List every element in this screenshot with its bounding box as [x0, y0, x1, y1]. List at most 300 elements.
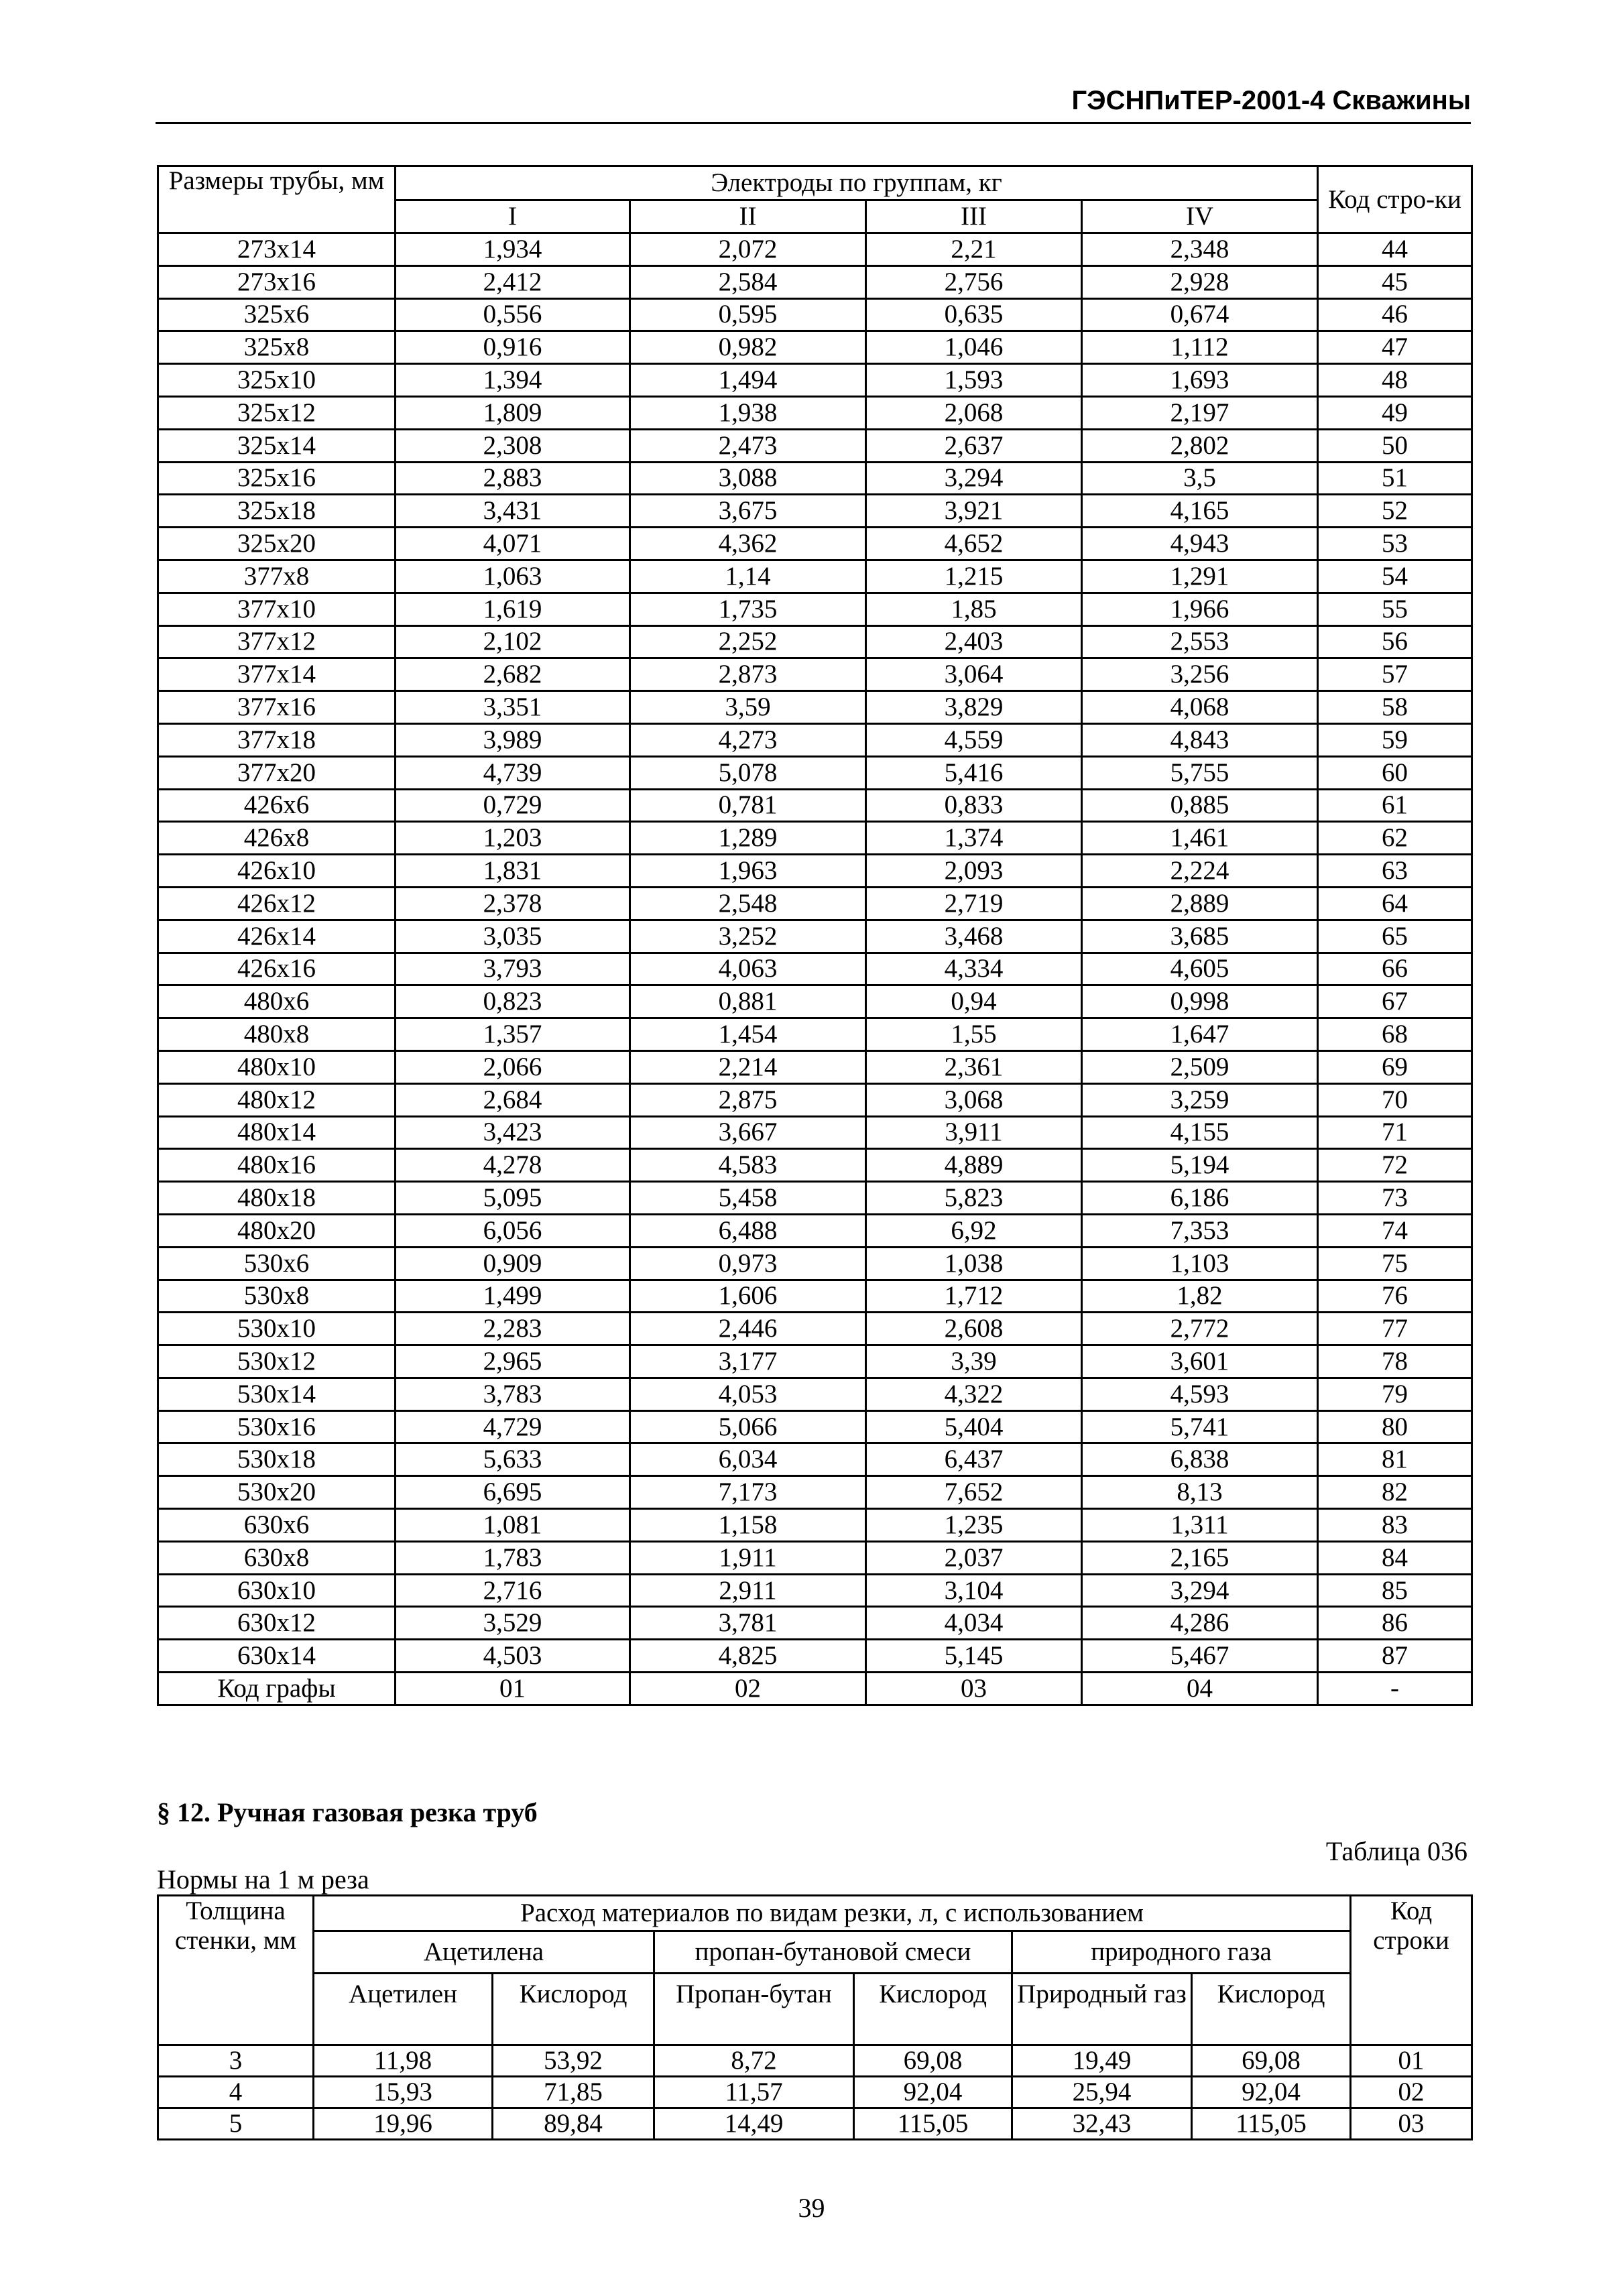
table-cell: 5,741	[1082, 1410, 1318, 1443]
table-cell: 2,361	[866, 1050, 1082, 1083]
table-cell: 1,14	[630, 560, 866, 593]
table-cell: 3,035	[396, 920, 630, 953]
table-cell: 630x12	[158, 1607, 396, 1640]
table-cell: 1,112	[1082, 331, 1318, 364]
table-cell: 2,068	[866, 396, 1082, 429]
table-cell: 530x12	[158, 1345, 396, 1378]
table-cell: 1,038	[866, 1247, 1082, 1280]
table-cell: 2,911	[630, 1574, 866, 1607]
table-cell: 377x16	[158, 691, 396, 724]
table-row	[158, 789, 1472, 822]
table-cell: 3,431	[396, 495, 630, 528]
table-cell: 5,416	[866, 756, 1082, 789]
table-cell: 66	[1318, 953, 1472, 985]
table-cell: 4,583	[630, 1149, 866, 1182]
table-cell: 426x8	[158, 822, 396, 855]
table-cell: 52	[1318, 495, 1472, 528]
table-cell: 325x6	[158, 298, 396, 331]
subcol-header: Ацетилен	[314, 1974, 493, 2045]
table-cell: 3,252	[630, 920, 866, 953]
table-cell: 2,348	[1082, 233, 1318, 266]
table-cell: 0,94	[866, 985, 1082, 1018]
table-cell: 2,772	[1082, 1313, 1318, 1345]
table-row	[158, 1083, 1472, 1116]
table-cell: 4,278	[396, 1149, 630, 1182]
table-cell: 1,593	[866, 364, 1082, 397]
table-cell: 3,667	[630, 1116, 866, 1149]
table-cell: 72	[1318, 1149, 1472, 1182]
table-row	[158, 2077, 1472, 2108]
table-cell: 3,921	[866, 495, 1082, 528]
table-cell: 530x20	[158, 1476, 396, 1509]
table-cell: 2,473	[630, 429, 866, 462]
table-cell: 3,829	[866, 691, 1082, 724]
table-cell: 71,85	[493, 2077, 654, 2108]
table-cell: 11,57	[654, 2077, 854, 2108]
table-cell: 8,72	[654, 2045, 854, 2077]
table-cell: 15,93	[314, 2077, 493, 2108]
table-row	[158, 2108, 1472, 2140]
table-cell: 1,934	[396, 233, 630, 266]
table-row	[158, 1050, 1472, 1083]
table-row	[158, 528, 1472, 560]
table-cell: 1,103	[1082, 1247, 1318, 1280]
table-cell: 6,488	[630, 1214, 866, 1247]
table-row	[158, 265, 1472, 298]
table-row	[158, 1410, 1472, 1443]
table-cell: 1,619	[396, 593, 630, 625]
table-cell: 69	[1318, 1050, 1472, 1083]
table-cell: 480x20	[158, 1214, 396, 1247]
table-cell: 6,838	[1082, 1443, 1318, 1476]
table-cell: 0,674	[1082, 298, 1318, 331]
table-cell: 2,637	[866, 429, 1082, 462]
table-row	[158, 658, 1472, 691]
table-row	[158, 429, 1472, 462]
table-cell: 5,755	[1082, 756, 1318, 789]
table-cell: 4,322	[866, 1378, 1082, 1410]
table-cell: 530x6	[158, 1247, 396, 1280]
table-cell: 3,088	[630, 462, 866, 495]
table-cell: 7,353	[1082, 1214, 1318, 1247]
table-cell: 6,437	[866, 1443, 1082, 1476]
table-cell: 4,071	[396, 528, 630, 560]
table-cell: 1,158	[630, 1509, 866, 1542]
table-cell: 1,046	[866, 331, 1082, 364]
table-cell: 2,802	[1082, 429, 1318, 462]
table-cell: 03	[1351, 2108, 1472, 2140]
table-cell: 1,203	[396, 822, 630, 855]
table-cell: 2,102	[396, 625, 630, 658]
table-cell: 2,072	[630, 233, 866, 266]
table-cell: 1,693	[1082, 364, 1318, 397]
table-cell: 3,177	[630, 1345, 866, 1378]
table-row	[158, 822, 1472, 855]
table-cell: 25,94	[1012, 2077, 1192, 2108]
running-header	[156, 82, 1471, 124]
table-cell: 1,461	[1082, 822, 1318, 855]
table-cell: 49	[1318, 396, 1472, 429]
table-cell: 69,08	[1192, 2045, 1351, 2077]
table-cell: 2,509	[1082, 1050, 1318, 1083]
table-cell: 62	[1318, 822, 1472, 855]
footer-cell: Код графы	[158, 1673, 396, 1705]
table-cell: 4,652	[866, 528, 1082, 560]
table-cell: 1,494	[630, 364, 866, 397]
gas-cutting-table	[157, 1894, 1473, 2140]
table-cell: 2,197	[1082, 396, 1318, 429]
table-cell: 2,608	[866, 1313, 1082, 1345]
table-row	[158, 1313, 1472, 1345]
table-cell: 480x6	[158, 985, 396, 1018]
table-cell: 3,256	[1082, 658, 1318, 691]
table-cell: 5,404	[866, 1410, 1082, 1443]
table-cell: 3,783	[396, 1378, 630, 1410]
table-cell: 8,13	[1082, 1476, 1318, 1509]
table-cell: 6,92	[866, 1214, 1082, 1247]
table-cell: 530x10	[158, 1313, 396, 1345]
table-cell: 3	[158, 2045, 314, 2077]
table-cell: 1,289	[630, 822, 866, 855]
table-cell: 480x10	[158, 1050, 396, 1083]
table-cell: 54	[1318, 560, 1472, 593]
table-cell: 64	[1318, 887, 1472, 920]
table-row	[158, 396, 1472, 429]
table-cell: 4,053	[630, 1378, 866, 1410]
table-cell: 47	[1318, 331, 1472, 364]
table-cell: 325x10	[158, 364, 396, 397]
table-cell: 3,5	[1082, 462, 1318, 495]
table-row	[158, 462, 1472, 495]
table-cell: 325x18	[158, 495, 396, 528]
table-cell: 5,633	[396, 1443, 630, 1476]
table-cell: 1,063	[396, 560, 630, 593]
table-cell: 0,781	[630, 789, 866, 822]
table-cell: 76	[1318, 1280, 1472, 1313]
table-cell: 1,215	[866, 560, 1082, 593]
table-cell: 426x10	[158, 855, 396, 888]
col-header-group: III	[866, 200, 1082, 233]
table-cell: 92,04	[1192, 2077, 1351, 2108]
table-row	[158, 495, 1472, 528]
table-cell: 630x6	[158, 1509, 396, 1542]
table-cell: 325x12	[158, 396, 396, 429]
subcol-header: Пропан-бутан	[654, 1974, 854, 2045]
table-row	[158, 1149, 1472, 1182]
table-cell: 6,056	[396, 1214, 630, 1247]
table-cell: 3,351	[396, 691, 630, 724]
col-header-code: Код строки	[1351, 1896, 1472, 2045]
table-cell: 3,911	[866, 1116, 1082, 1149]
table-cell: 1,735	[630, 593, 866, 625]
table-cell: 4,843	[1082, 723, 1318, 756]
table-cell: 2,548	[630, 887, 866, 920]
subcol-header: Природный газ	[1012, 1974, 1192, 2045]
table-cell: 82	[1318, 1476, 1472, 1509]
table-cell: 2,584	[630, 265, 866, 298]
table-cell: 630x14	[158, 1640, 396, 1673]
col-header-code: Код стро-ки	[1318, 166, 1472, 233]
table-row	[158, 920, 1472, 953]
table-cell: 61	[1318, 789, 1472, 822]
table-row	[158, 691, 1472, 724]
table-cell: 3,39	[866, 1345, 1082, 1378]
norms-note: Нормы на 1 м реза	[157, 1864, 369, 1894]
table-cell: 4,729	[396, 1410, 630, 1443]
table-row	[158, 593, 1472, 625]
table-cell: 0,833	[866, 789, 1082, 822]
table-cell: 55	[1318, 593, 1472, 625]
table-cell: 2,756	[866, 265, 1082, 298]
table-row	[158, 1018, 1472, 1051]
table-cell: 4,273	[630, 723, 866, 756]
table-row	[158, 756, 1472, 789]
table-row	[158, 1640, 1472, 1673]
table-cell: 4,286	[1082, 1607, 1318, 1640]
table-cell: 77	[1318, 1313, 1472, 1345]
table-cell: 480x12	[158, 1083, 396, 1116]
table-cell: 2,716	[396, 1574, 630, 1607]
table-cell: 4,165	[1082, 495, 1318, 528]
table-cell: 70	[1318, 1083, 1472, 1116]
table-cell: 3,793	[396, 953, 630, 985]
table-cell: 480x16	[158, 1149, 396, 1182]
table-cell: 0,982	[630, 331, 866, 364]
table-cell: 3,781	[630, 1607, 866, 1640]
table-cell: 480x18	[158, 1182, 396, 1215]
table-cell: 6,186	[1082, 1182, 1318, 1215]
col-header-consumption: Расход материалов по видам резки, л, с использованием	[314, 1896, 1351, 1931]
table-cell: 65	[1318, 920, 1472, 953]
table-cell: 2,965	[396, 1345, 630, 1378]
section-title: § 12. Ручная газовая резка труб	[157, 1797, 538, 1827]
subcol-header: Кислород	[854, 1974, 1012, 2045]
table-cell: 3,601	[1082, 1345, 1318, 1378]
table-cell: 68	[1318, 1018, 1472, 1051]
table-cell: 426x12	[158, 887, 396, 920]
table-cell: 53	[1318, 528, 1472, 560]
table-cell: 426x14	[158, 920, 396, 953]
table-cell: 2,403	[866, 625, 1082, 658]
table-cell: 7,652	[866, 1476, 1082, 1509]
table-cell: 6,695	[396, 1476, 630, 1509]
table-cell: 1,783	[396, 1541, 630, 1574]
table-cell: 0,729	[396, 789, 630, 822]
table-cell: 377x12	[158, 625, 396, 658]
running-title: ГЭСНПиТЕР-2001-4 Скважины	[1071, 86, 1471, 115]
table-cell: 5,194	[1082, 1149, 1318, 1182]
group-header-natural-gas: природного газа	[1012, 1931, 1351, 1974]
table-row	[158, 953, 1472, 985]
table-cell: 1,454	[630, 1018, 866, 1051]
table-cell: 0,556	[396, 298, 630, 331]
table-row	[158, 855, 1472, 888]
table-cell: 4,063	[630, 953, 866, 985]
table-cell: 273x14	[158, 233, 396, 266]
table-cell: 19,96	[314, 2108, 493, 2140]
table-cell: 2,875	[630, 1083, 866, 1116]
table-cell: 4,503	[396, 1640, 630, 1673]
table-cell: 85	[1318, 1574, 1472, 1607]
table-cell: 50	[1318, 429, 1472, 462]
footer-cell: 04	[1082, 1673, 1318, 1705]
table-cell: 0,881	[630, 985, 866, 1018]
table-cell: 79	[1318, 1378, 1472, 1410]
table-row	[158, 1476, 1472, 1509]
table-cell: 1,966	[1082, 593, 1318, 625]
table-cell: 2,066	[396, 1050, 630, 1083]
table-cell: 58	[1318, 691, 1472, 724]
table-cell: 2,719	[866, 887, 1082, 920]
table-cell: 4,034	[866, 1607, 1082, 1640]
table-cell: 69,08	[854, 2045, 1012, 2077]
table-cell: 2,037	[866, 1541, 1082, 1574]
page-number: 39	[798, 2193, 825, 2223]
table-cell: 02	[1351, 2077, 1472, 2108]
table-cell: 3,104	[866, 1574, 1082, 1607]
table-cell: 75	[1318, 1247, 1472, 1280]
table-cell: 1,911	[630, 1541, 866, 1574]
table-cell: 377x14	[158, 658, 396, 691]
table-row	[158, 2045, 1472, 2077]
table-cell: 5,095	[396, 1182, 630, 1215]
table-cell: 71	[1318, 1116, 1472, 1149]
table-cell: 7,173	[630, 1476, 866, 1509]
table-cell: 73	[1318, 1182, 1472, 1215]
table-row	[158, 1280, 1472, 1313]
table-cell: 1,809	[396, 396, 630, 429]
group-header-propane-butane: пропан-бутановой смеси	[654, 1931, 1012, 1974]
table-cell: 44	[1318, 233, 1472, 266]
subcol-header: Кислород	[1192, 1974, 1351, 2045]
table-cell: 89,84	[493, 2108, 654, 2140]
table-cell: 4,943	[1082, 528, 1318, 560]
table-cell: 1,374	[866, 822, 1082, 855]
table-cell: 0,909	[396, 1247, 630, 1280]
table-cell: 630x10	[158, 1574, 396, 1607]
col-header-thickness: Толщина стенки, мм	[158, 1896, 314, 2045]
table-cell: 4	[158, 2077, 314, 2108]
table-cell: 2,684	[396, 1083, 630, 1116]
table-cell: 2,214	[630, 1050, 866, 1083]
table-cell: 530x16	[158, 1410, 396, 1443]
table-cell: 1,311	[1082, 1509, 1318, 1542]
table-cell: 2,412	[396, 265, 630, 298]
table-cell: 2,252	[630, 625, 866, 658]
table-cell: 2,21	[866, 233, 1082, 266]
table-cell: 325x14	[158, 429, 396, 462]
table-cell: 115,05	[1192, 2108, 1351, 2140]
table-row	[158, 331, 1472, 364]
table-cell: 2,873	[630, 658, 866, 691]
table-cell: 4,593	[1082, 1378, 1318, 1410]
table-cell: 86	[1318, 1607, 1472, 1640]
table-cell: 2,446	[630, 1313, 866, 1345]
table-cell: 4,362	[630, 528, 866, 560]
table-cell: 115,05	[854, 2108, 1012, 2140]
table-cell: 1,291	[1082, 560, 1318, 593]
table-cell: 0,916	[396, 331, 630, 364]
table-cell: 530x14	[158, 1378, 396, 1410]
table-cell: 14,49	[654, 2108, 854, 2140]
table-number: Таблица 036	[1325, 1836, 1467, 1866]
table-row	[158, 887, 1472, 920]
table-row	[158, 1509, 1472, 1542]
table-row	[158, 1116, 1472, 1149]
table-cell: 2,883	[396, 462, 630, 495]
table-row	[158, 1607, 1472, 1640]
table-cell: 46	[1318, 298, 1472, 331]
table-cell: 426x6	[158, 789, 396, 822]
table-cell: 83	[1318, 1509, 1472, 1542]
table-row	[158, 1541, 1472, 1574]
table-cell: 84	[1318, 1541, 1472, 1574]
table-cell: 1,647	[1082, 1018, 1318, 1051]
table-cell: 01	[1351, 2045, 1472, 2077]
table-cell: 5,145	[866, 1640, 1082, 1673]
table-cell: 325x20	[158, 528, 396, 560]
table-cell: 19,49	[1012, 2045, 1192, 2077]
table-cell: 2,093	[866, 855, 1082, 888]
table-cell: 426x16	[158, 953, 396, 985]
table-row	[158, 1247, 1472, 1280]
table-cell: 3,685	[1082, 920, 1318, 953]
table-cell: 5,458	[630, 1182, 866, 1215]
table-cell: 4,155	[1082, 1116, 1318, 1149]
table-cell: 4,559	[866, 723, 1082, 756]
table-row	[158, 298, 1472, 331]
table-cell: 80	[1318, 1410, 1472, 1443]
table-cell: 63	[1318, 855, 1472, 888]
table-cell: 2,283	[396, 1313, 630, 1345]
table-cell: 0,595	[630, 298, 866, 331]
table-cell: 3,59	[630, 691, 866, 724]
table-cell: 2,553	[1082, 625, 1318, 658]
table-cell: 5,078	[630, 756, 866, 789]
table-cell: 3,064	[866, 658, 1082, 691]
table-cell: 530x8	[158, 1280, 396, 1313]
table-cell: 3,989	[396, 723, 630, 756]
table-cell: 3,294	[866, 462, 1082, 495]
table-cell: 3,259	[1082, 1083, 1318, 1116]
table-cell: 1,394	[396, 364, 630, 397]
table-cell: 3,423	[396, 1116, 630, 1149]
footer-cell: 01	[396, 1673, 630, 1705]
table-cell: 67	[1318, 985, 1472, 1018]
table-cell: 5	[158, 2108, 314, 2140]
table-cell: 6,034	[630, 1443, 866, 1476]
table-cell: 325x16	[158, 462, 396, 495]
table-cell: 1,85	[866, 593, 1082, 625]
table-cell: 57	[1318, 658, 1472, 691]
table-cell: 81	[1318, 1443, 1472, 1476]
table-cell: 3,529	[396, 1607, 630, 1640]
table-row	[158, 1182, 1472, 1215]
table-cell: 4,068	[1082, 691, 1318, 724]
table-cell: 11,98	[314, 2045, 493, 2077]
table-row	[158, 1345, 1472, 1378]
table-cell: 325x8	[158, 331, 396, 364]
table-cell: 74	[1318, 1214, 1472, 1247]
table-cell: 1,712	[866, 1280, 1082, 1313]
table-cell: 1,82	[1082, 1280, 1318, 1313]
table-cell: 5,467	[1082, 1640, 1318, 1673]
table-cell: 1,081	[396, 1509, 630, 1542]
table-row	[158, 1378, 1472, 1410]
col-header-group: I	[396, 200, 630, 233]
table-cell: 630x8	[158, 1541, 396, 1574]
table-cell: 0,635	[866, 298, 1082, 331]
